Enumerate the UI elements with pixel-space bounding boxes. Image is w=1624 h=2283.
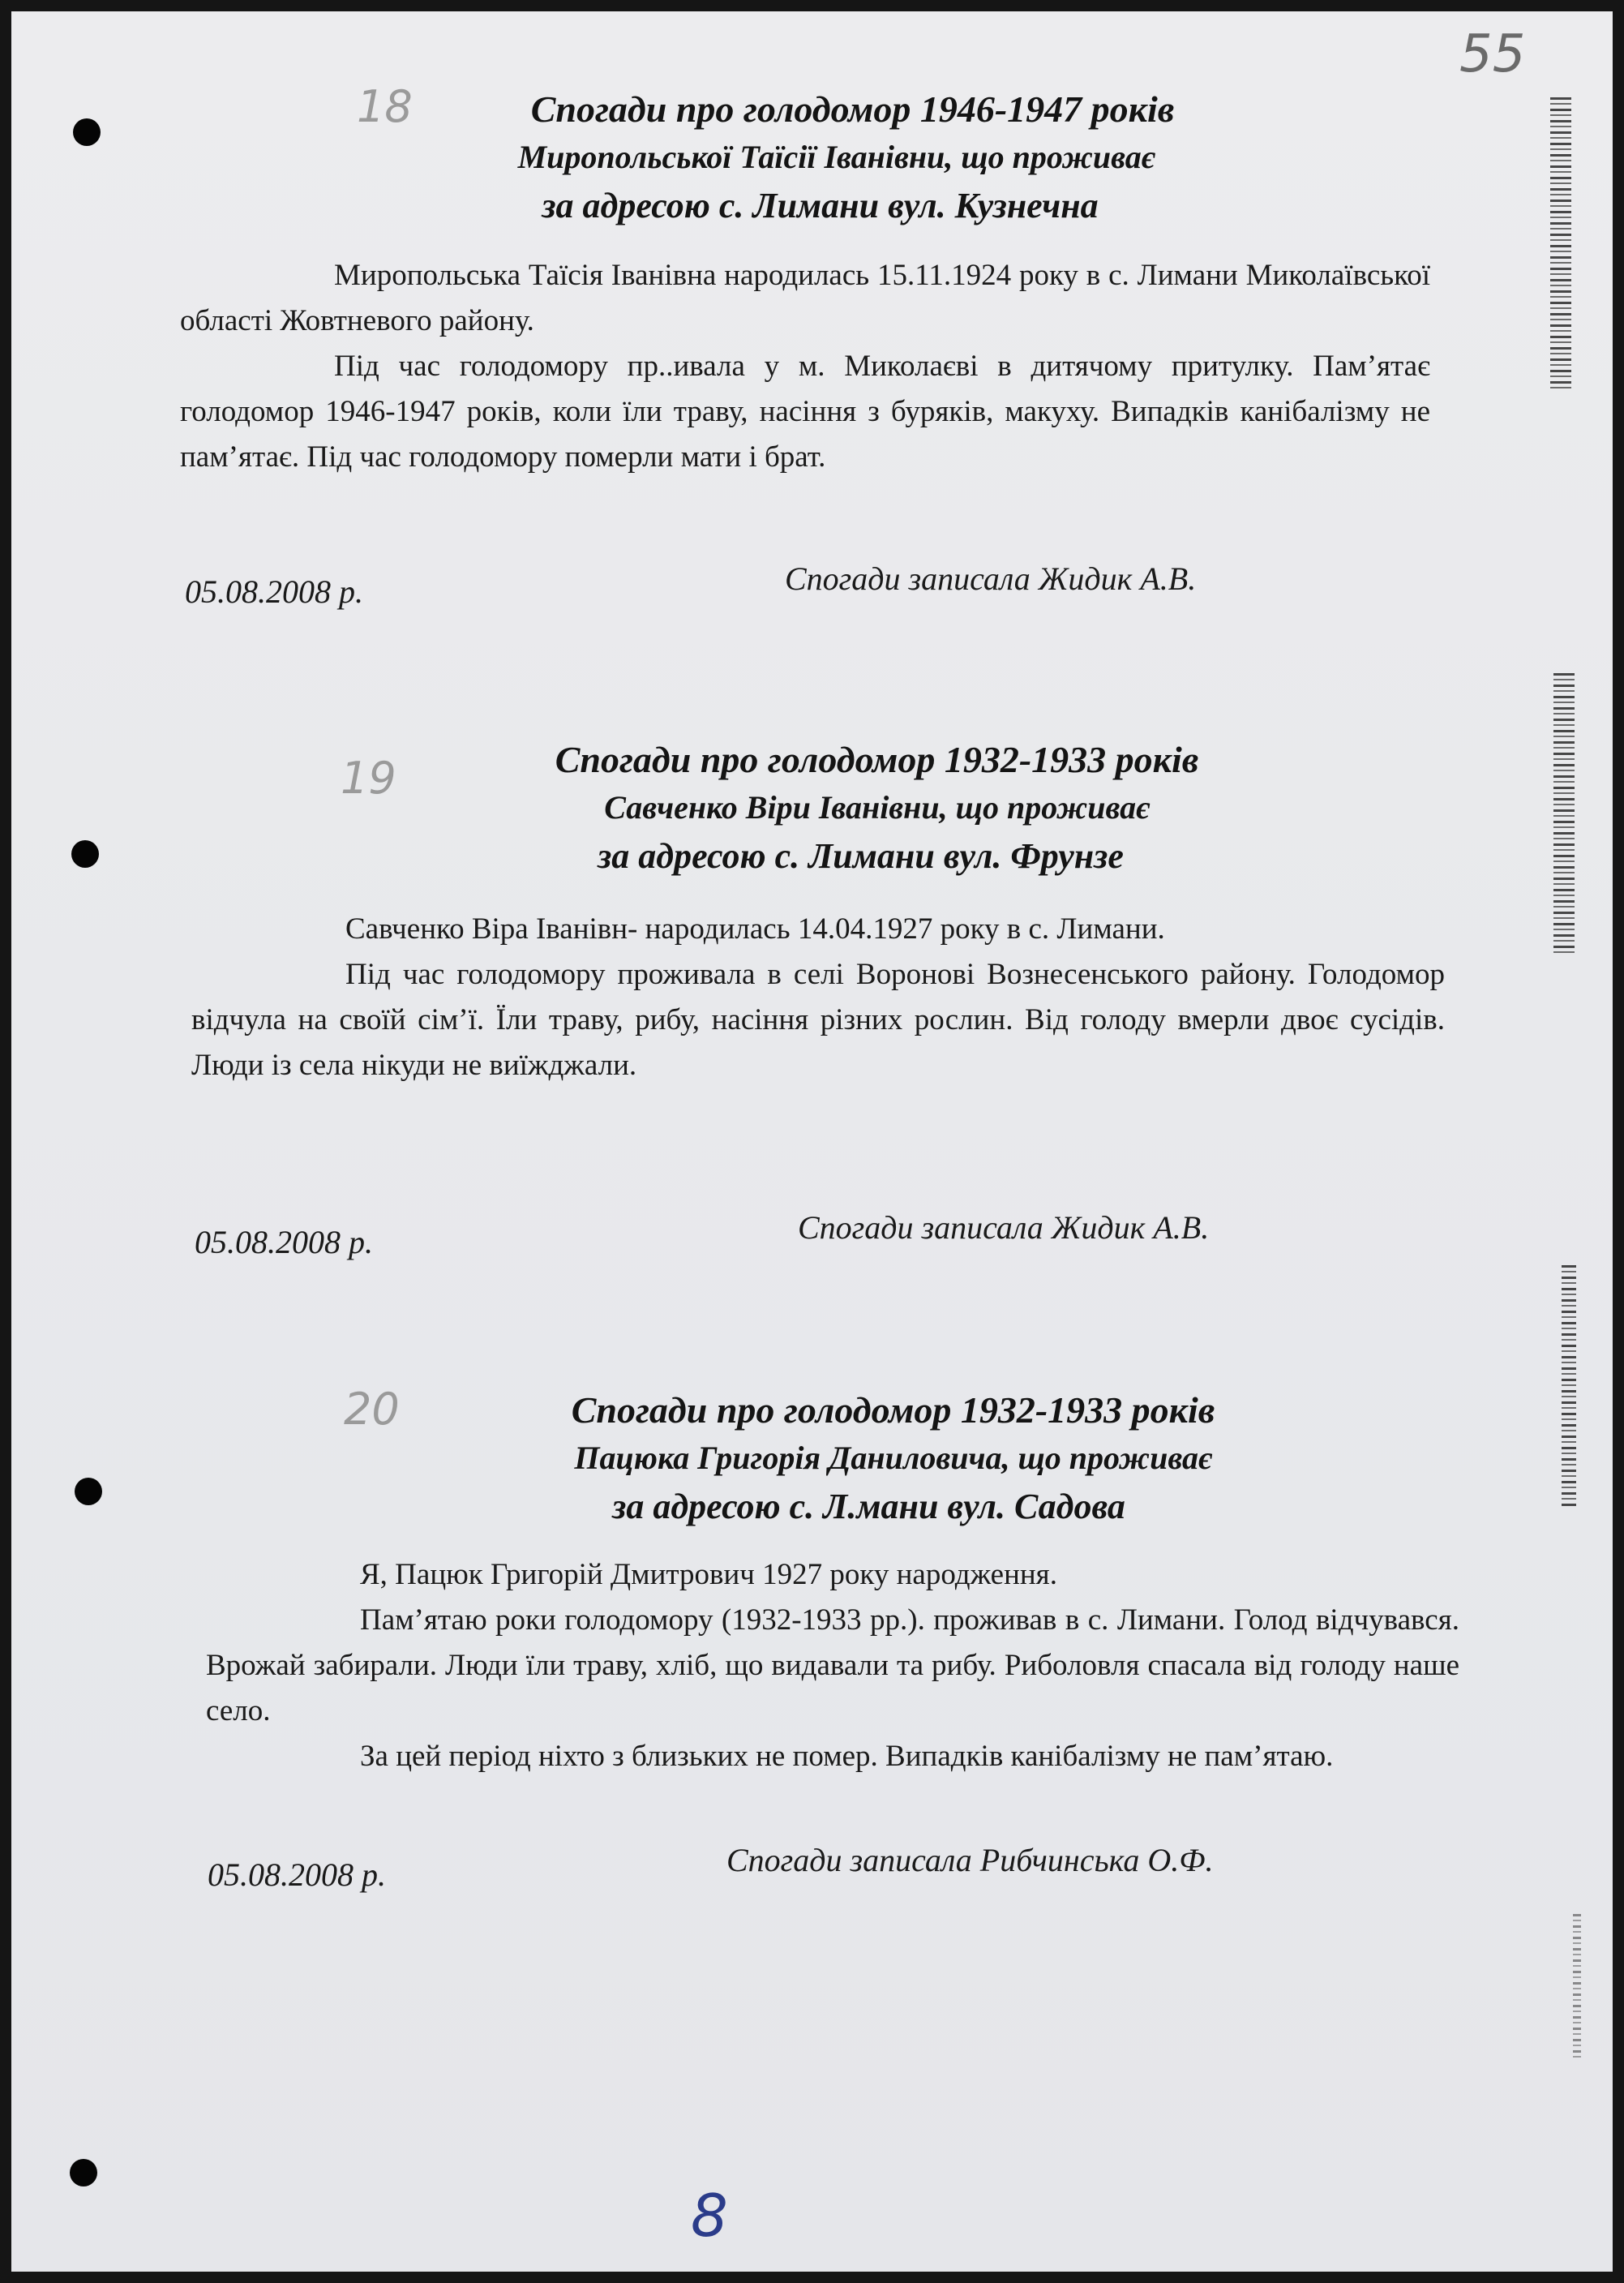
entry-date: 05.08.2008 р. xyxy=(208,1856,386,1893)
entry-body xyxy=(191,907,1445,1088)
entry-number: 18 xyxy=(357,81,413,132)
body-paragraph: Я, Пацюк Григорій Дмитрович 1927 року народження. xyxy=(360,1558,1057,1591)
entry-subject: Миропольської Таїсії Іванівни, що проживає xyxy=(517,139,1155,175)
entry-title: Спогади про голодомор 1932-1933 років xyxy=(555,739,1199,780)
entry-address: за адресою с. Лимани вул. Кузнечна xyxy=(542,186,1099,225)
entry-number: 19 xyxy=(341,753,396,804)
entry-recorded-by: Спогади записала Жидик А.В. xyxy=(798,1209,1210,1246)
entry-body xyxy=(206,1552,1459,1779)
entry-title: Спогади про голодомор 1946-1947 років xyxy=(530,88,1175,130)
entry-subject: Савченко Віри Іванівни, що проживає xyxy=(604,789,1150,826)
entry-body xyxy=(180,253,1430,480)
entry-title: Спогади про голодомор 1932-1933 років xyxy=(571,1389,1215,1431)
entry-subject: Пацюка Григорія Даниловича, що проживає xyxy=(574,1440,1212,1476)
body-paragraph: Савченко Віра Іванівн- народилась 14.04.1927 року в с. Лимани. xyxy=(345,912,1165,946)
sheet-number: 55 xyxy=(1459,24,1526,84)
body-paragraph: Миропольська Таїсія Іванівна народилась 15.11.1924 року в с. Лимани Миколаївської області Жовтневого району. xyxy=(180,259,1430,337)
entry-address: за адресою с. Лимани вул. Фрунзе xyxy=(598,836,1124,876)
entry-number: 20 xyxy=(344,1384,400,1435)
punch-hole xyxy=(70,2159,97,2186)
body-paragraph: Під час голодомору пр..ивала у м. Миколаєві в дитячому притулку. Пам’ятає голодомор 1946-1947 років, коли їли траву, насіння з буряків, макуху. Випадків канібалізму не пам’ятає. Під час голодомору померли мати і брат. xyxy=(180,350,1430,474)
page-number: 8 xyxy=(691,2182,728,2250)
body-paragraph: Пам’ятаю роки голодомору (1932-1933 рр.). проживав в с. Лимани. Голод відчувався. Врожай забирали. Люди їли траву, хліб, що видавали та рибу. Риболовля спасала від голоду наше село. xyxy=(206,1603,1459,1727)
entry-date: 05.08.2008 р. xyxy=(185,573,363,610)
body-paragraph: За цей період ніхто з близьких не помер. Випадків канібалізму не пам’ятаю. xyxy=(360,1740,1334,1773)
body-paragraph: Під час голодомору проживала в селі Воронові Вознесенського району. Голодомор відчула на своїй сім’ї. Їли траву, рибу, насіння різних рослин. Від голоду вмерли двоє сусідів. Люди із села нікуди не виїжджали. xyxy=(191,958,1445,1082)
binding-mark xyxy=(1573,1914,1581,2060)
entry-recorded-by: Спогади записала Рибчинська О.Ф. xyxy=(726,1842,1214,1878)
entry-date: 05.08.2008 р. xyxy=(195,1224,373,1260)
entry-recorded-by: Спогади записала Жидик А.В. xyxy=(785,560,1197,597)
entry-address: за адресою с. Л.мани вул. Садова xyxy=(612,1487,1125,1526)
